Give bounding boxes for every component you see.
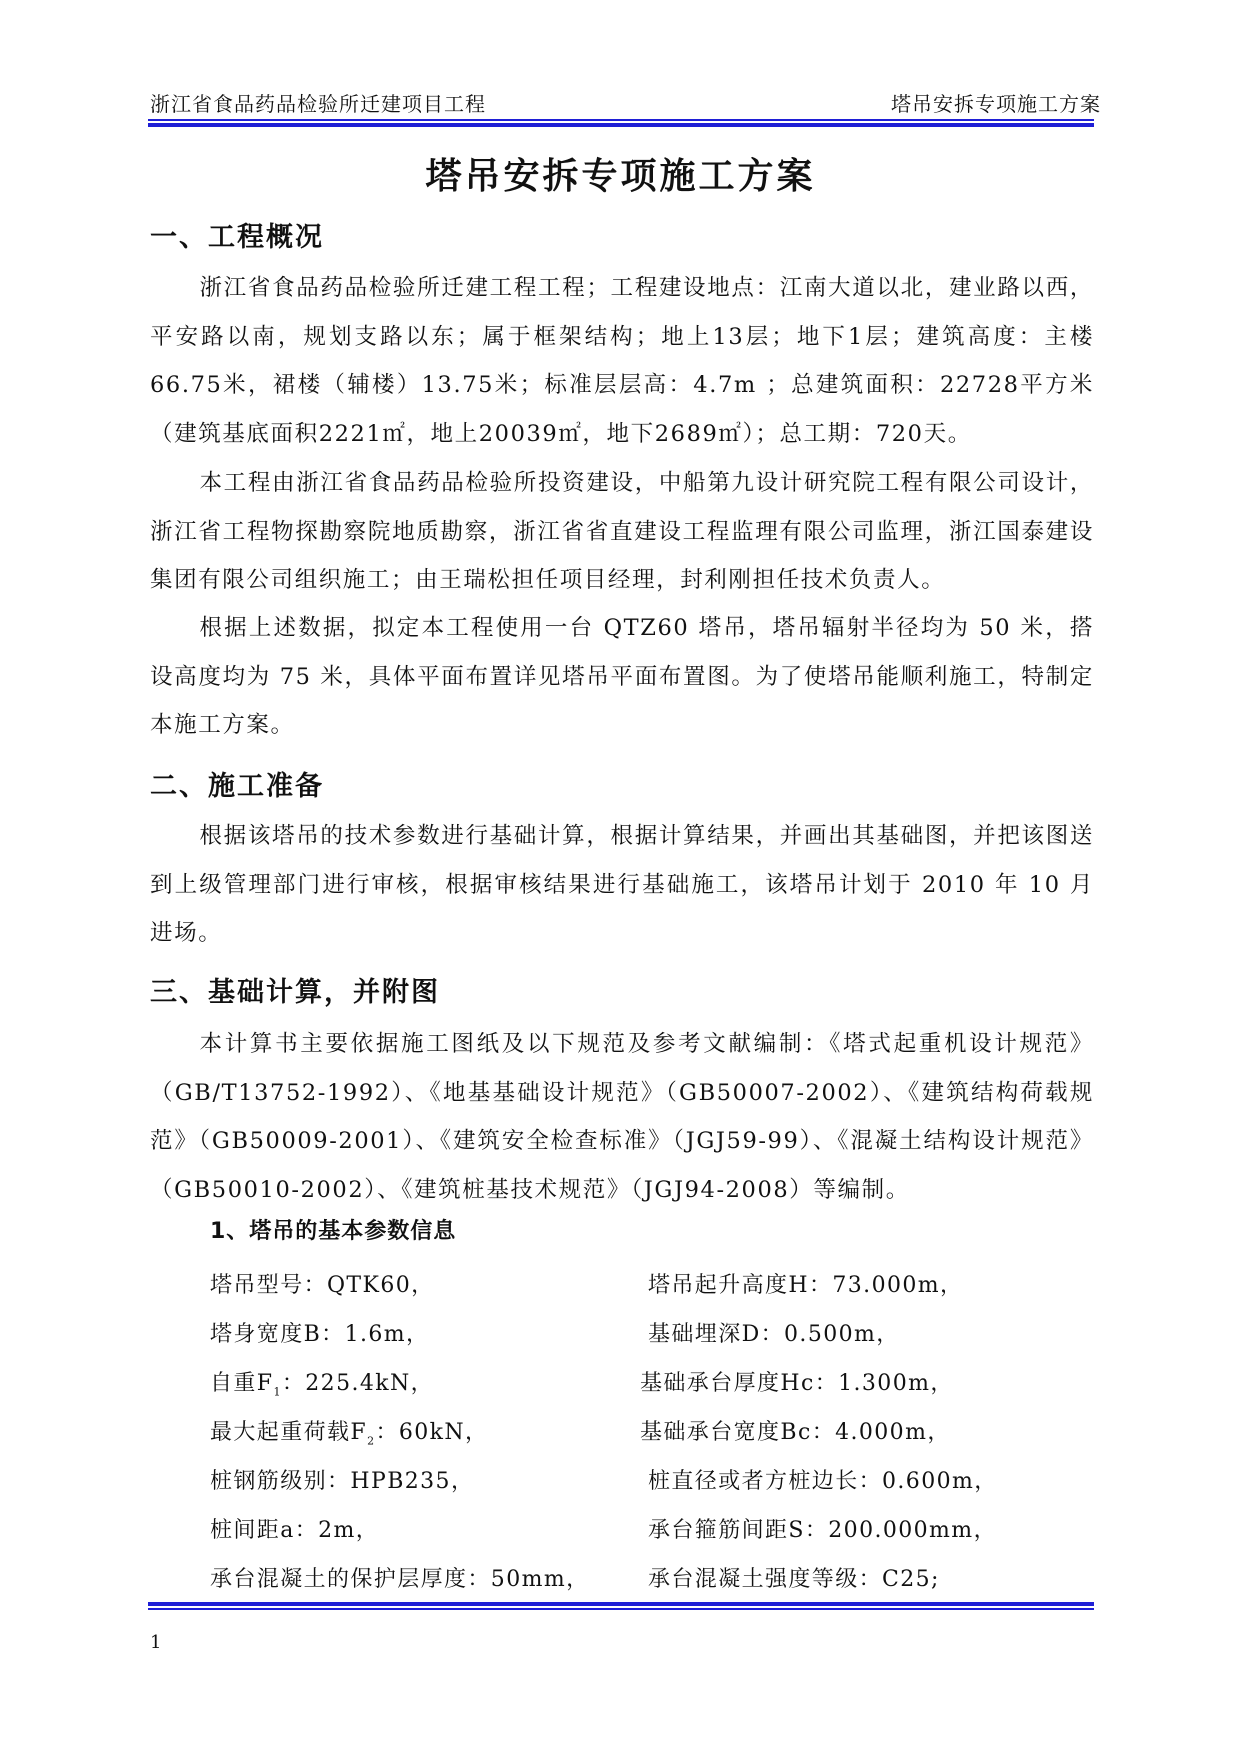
param-lifting-height: 塔吊起升高度H：73.000m， xyxy=(648,1273,964,1298)
section-heading-foundation: 三、基础计算，并附图 xyxy=(150,977,440,1008)
paragraph-overview-2: 本工程由浙江省食品药品检验所投资建设，中船第九设计研究院工程有限公司设计，浙江省工程物探勘察院地质勘察，浙江省省直建设工程监理有限公司监理，浙江国泰建设集团有限公司组织施工；由王瑞松担任项目经理，封利刚担任技术负责人。 xyxy=(150,470,1094,594)
param-cap-width: 基础承台宽度Bc：4.000m， xyxy=(640,1420,951,1445)
param-max-load: 最大起重荷载$F_2$：60kN， xyxy=(210,1420,489,1448)
header-doc-name: 塔吊安拆专项施工方案 xyxy=(891,92,1101,116)
param-rebar-grade: 桩钢筋级别：HPB235， xyxy=(210,1469,475,1494)
param-cover-thickness: 承台混凝土的保护层厚度：50mm， xyxy=(210,1567,590,1592)
param-cap-thickness: 基础承台厚度Hc：1.300m， xyxy=(640,1371,954,1396)
paragraph-overview-1: 浙江省食品药品检验所迁建工程工程；工程建设地点：江南大道以北，建业路以西，平安路以南，规划支路以东；属于框架结构；地上13层；地下1层；建筑高度：主楼66.75米，裙楼（辅楼）13.75米；标准层层高：4.7m ；总建筑面积：22728平方米（建筑基底面积2221㎡，地上20039㎡，地下2689㎡）；总工期：720天。 xyxy=(150,275,1094,447)
paragraph-foundation-basis: 本计算书主要依据施工图纸及以下规范及参考文献编制：《塔式起重机设计规范》（GB/T13752-1992）、《地基基础设计规范》（GB50007-2002）、《建筑结构荷载规范》（GB50009-2001）、《建筑安全检查标准》（JGJ59-99）、《混凝土结构设计规范》（GB50010-2002）、《建筑桩基技术规范》（JGJ94-2008）等编制。 xyxy=(150,1031,1094,1203)
param-self-weight: 自重$F_1$：225.4kN， xyxy=(210,1371,435,1399)
param-crane-model: 塔吊型号：QTK60， xyxy=(210,1273,435,1298)
page-number: 1 xyxy=(150,1632,162,1653)
paragraph-overview-3: 根据上述数据，拟定本工程使用一台 QTZ60 塔吊，塔吊辐射半径均为 50 米，搭设高度均为 75 米，具体平面布置详见塔吊平面布置图。为了使塔吊能顺利施工，特制定本施工方案。 xyxy=(150,615,1094,739)
header-rule-thick xyxy=(148,123,1094,127)
document-title: 塔吊安拆专项施工方案 xyxy=(425,156,816,197)
paragraph-preparation: 根据该塔吊的技术参数进行基础计算，根据计算结果，并画出其基础图，并把该图送到上级管理部门进行审核，根据审核结果进行基础施工，该塔吊计划于 2010 年 10 月进场。 xyxy=(150,823,1094,947)
header-project-name: 浙江省食品药品检验所迁建项目工程 xyxy=(150,92,486,116)
footer-rule-thick xyxy=(148,1602,1094,1606)
param-tower-width: 塔身宽度B：1.6m， xyxy=(210,1322,430,1347)
param-pile-spacing: 桩间距a：2m， xyxy=(210,1518,380,1543)
param-concrete-grade: 承台混凝土强度等级：C25; xyxy=(648,1567,940,1592)
section-heading-preparation: 二、施工准备 xyxy=(150,771,324,802)
header-rule-thin xyxy=(148,119,1094,121)
param-stirrup-spacing: 承台箍筋间距S：200.000mm， xyxy=(648,1518,997,1543)
footer-rule-thin xyxy=(148,1608,1094,1610)
section-heading-overview: 一、工程概况 xyxy=(150,222,324,253)
param-pile-diameter: 桩直径或者方桩边长：0.600m， xyxy=(648,1469,998,1494)
param-foundation-depth: 基础埋深D：0.500m， xyxy=(648,1322,900,1347)
subsection-heading-params: 1、塔吊的基本参数信息 xyxy=(210,1219,457,1244)
